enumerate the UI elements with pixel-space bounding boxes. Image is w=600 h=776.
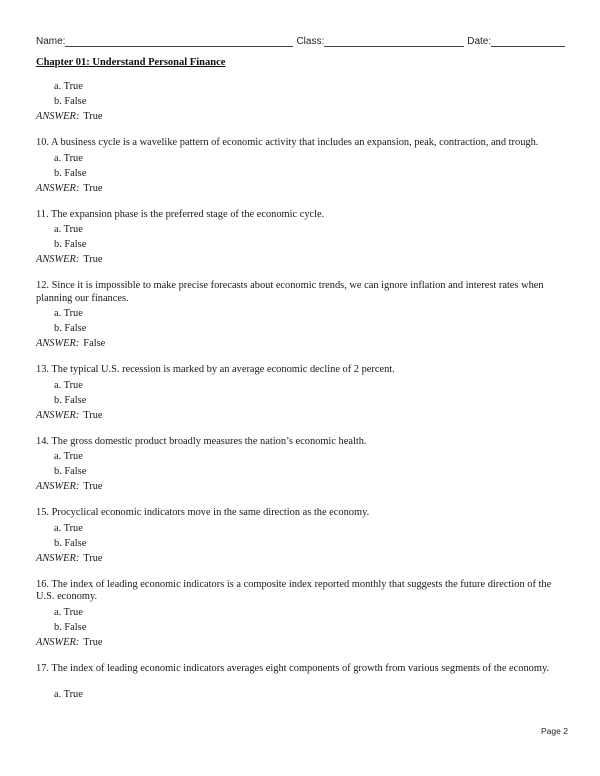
option-a: a. True bbox=[54, 152, 83, 164]
option-b: b. False bbox=[54, 167, 87, 179]
question-number: 17. bbox=[36, 662, 49, 674]
option-b: b. False bbox=[54, 621, 87, 633]
question-text: Procyclical economic indicators move in the same direction as the economy. bbox=[51, 507, 370, 518]
option-a: a. True bbox=[54, 379, 83, 391]
question-list bbox=[36, 79, 566, 702]
question-text: Since it is impossible to make precise forecasts about economic trends, we can ignore inflation and interest rates when planning our finances. bbox=[36, 280, 544, 304]
question-number: 13. bbox=[36, 364, 49, 375]
answer-label: ANSWER: bbox=[36, 254, 80, 265]
answer-line bbox=[36, 408, 566, 423]
question-10 bbox=[36, 137, 566, 196]
option-a: a. True bbox=[54, 224, 83, 235]
option-b: b. False bbox=[54, 323, 87, 334]
answer-label: ANSWER: bbox=[36, 481, 80, 492]
question-17 bbox=[36, 663, 566, 703]
option-a: a. True bbox=[54, 81, 83, 92]
name-label: Name: bbox=[36, 36, 66, 47]
answer-line bbox=[36, 635, 566, 650]
question-stem bbox=[36, 436, 566, 449]
question-12 bbox=[36, 280, 566, 351]
option-a: a. True bbox=[54, 606, 83, 618]
question-text: The expansion phase is the preferred stage of the economic cycle. bbox=[51, 208, 325, 220]
answer-line bbox=[36, 336, 566, 351]
option-a: a. True bbox=[54, 689, 83, 700]
question-stem bbox=[36, 507, 566, 520]
chapter-title: Chapter 01: Understand Personal Finance bbox=[36, 57, 226, 68]
answer-label: ANSWER: bbox=[36, 338, 80, 349]
option-b: b. False bbox=[54, 96, 87, 107]
answer-value: True bbox=[83, 254, 103, 265]
continued-question bbox=[36, 79, 566, 124]
question-stem bbox=[36, 280, 566, 305]
question-number: 12. bbox=[36, 280, 49, 291]
class-label: Class: bbox=[296, 36, 325, 47]
question-13 bbox=[36, 364, 566, 423]
option-b: b. False bbox=[54, 466, 87, 477]
name-field-line bbox=[65, 36, 293, 47]
question-number: 16. bbox=[36, 578, 49, 590]
option-b: b. False bbox=[54, 537, 87, 549]
page-number: Page 2 bbox=[541, 726, 568, 736]
question-stem bbox=[36, 209, 566, 222]
answer-value: False bbox=[83, 338, 106, 349]
question-text: The index of leading economic indicators averages eight components of growth from various segments of the economy. bbox=[51, 662, 550, 674]
question-stem bbox=[36, 364, 566, 377]
answer-label: ANSWER: bbox=[36, 409, 80, 421]
answer-value: True bbox=[83, 409, 103, 421]
answer-label: ANSWER: bbox=[36, 552, 80, 564]
question-16 bbox=[36, 579, 566, 650]
question-stem bbox=[36, 579, 566, 604]
question-text: The gross domestic product broadly measures the nation’s economic health. bbox=[51, 435, 367, 447]
class-field-line bbox=[324, 36, 464, 47]
question-15 bbox=[36, 507, 566, 566]
answer-line bbox=[36, 252, 566, 267]
question-11 bbox=[36, 209, 566, 268]
question-stem bbox=[36, 663, 566, 676]
spacer bbox=[36, 676, 566, 687]
answer-label: ANSWER: bbox=[36, 111, 80, 122]
answer-line bbox=[36, 181, 566, 196]
answer-value: True bbox=[83, 481, 103, 492]
question-text: A business cycle is a wavelike pattern of economic activity that includes an expansion, peak, contraction, and trough. bbox=[51, 137, 539, 148]
question-number: 15. bbox=[36, 507, 49, 518]
question-14 bbox=[36, 436, 566, 495]
question-text: The index of leading economic indicators is a composite index reported monthly that suggests the future direction of the U.S. economy. bbox=[36, 578, 552, 602]
question-text: The typical U.S. recession is marked by an average economic decline of 2 percent. bbox=[51, 364, 395, 375]
option-a: a. True bbox=[54, 522, 83, 534]
option-b: b. False bbox=[54, 394, 87, 406]
question-number: 11. bbox=[36, 208, 49, 220]
answer-value: True bbox=[83, 636, 103, 648]
question-number: 10. bbox=[36, 137, 49, 148]
student-info-header bbox=[36, 36, 566, 47]
answer-value: True bbox=[83, 111, 103, 122]
question-stem bbox=[36, 137, 566, 150]
question-number: 14. bbox=[36, 435, 49, 447]
option-a: a. True bbox=[54, 308, 83, 319]
date-label: Date: bbox=[467, 36, 492, 47]
answer-value: True bbox=[83, 182, 103, 194]
answer-line bbox=[36, 109, 566, 124]
answer-line bbox=[36, 479, 566, 494]
answer-line bbox=[36, 551, 566, 566]
answer-label: ANSWER: bbox=[36, 182, 80, 194]
answer-label: ANSWER: bbox=[36, 636, 80, 648]
answer-value: True bbox=[83, 552, 103, 564]
option-a: a. True bbox=[54, 451, 83, 462]
option-b: b. False bbox=[54, 239, 87, 250]
date-field-line bbox=[491, 36, 565, 47]
